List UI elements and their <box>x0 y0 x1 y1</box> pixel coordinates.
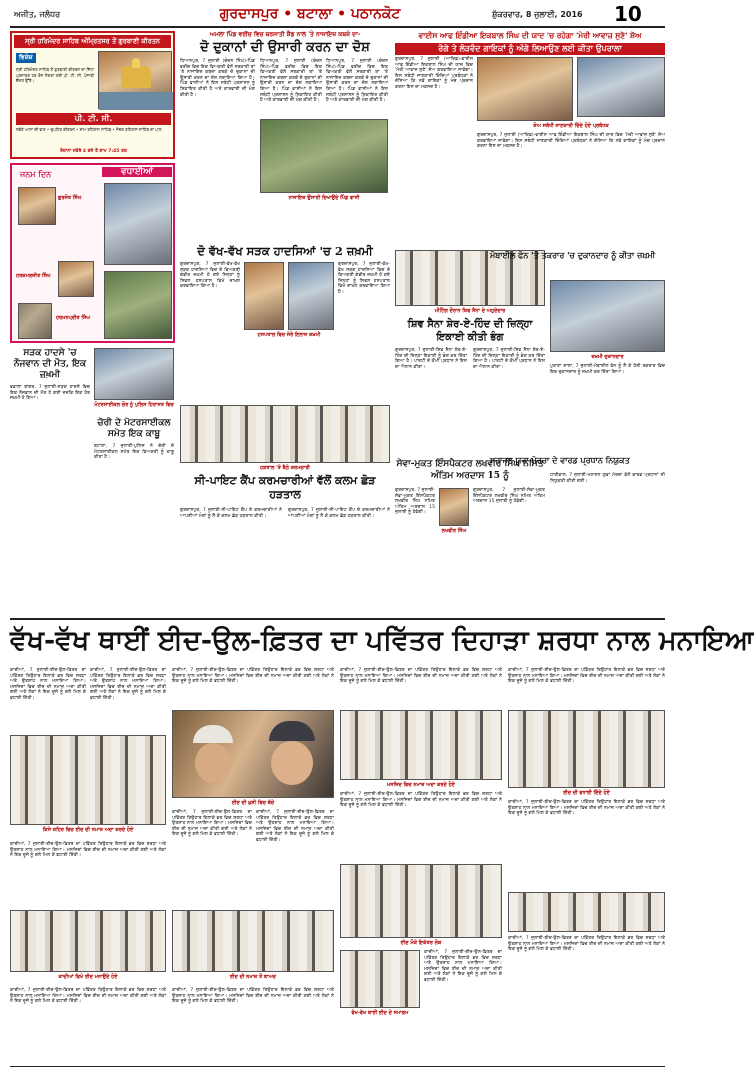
article-motorcycle <box>94 348 174 508</box>
caption: ਲਖਵੀਰ ਸਿੰਘ <box>441 528 467 534</box>
photo <box>94 348 174 400</box>
eid-photo-mosque <box>340 710 502 780</box>
eid-body-4: ਕਾਦੀਆਂ, 7 ਜੁਲਾਈ-ਈਦ-ਉਲ-ਫ਼ਿਤਰ ਦਾ ਪਵਿੱਤਰ ਤਿਉਹਾਰ ਇਲਾਕੇ ਭਰ ਵਿਚ ਸ਼ਰਧਾ ਅਤੇ ਉਤਸ਼ਾਹ ਨਾਲ ਮਨਾਇਆ ਗਿਆ। ਮਸਜਿਦਾਂ ਵਿਚ ਈਦ ਦੀ ਨਮਾਜ਼ ਅਦਾ ਕੀਤੀ ਗਈ ਅਤੇ ਲੋਕਾਂ ਨੇ ਇਕ ਦੂਜੇ ਨੂੰ ਗਲੇ ਮਿਲ ਕੇ ਵਧਾਈ ਦਿੱਤੀ। <box>10 988 166 1005</box>
eid-photo-group-1 <box>10 910 166 972</box>
child-name-1: ਗੁਰਜੋਤ ਸਿੰਘ <box>58 195 82 201</box>
article-inspector <box>395 458 545 608</box>
masthead <box>0 0 675 28</box>
section-title: ਗੁਰਦਾਸਪੁਰ • ਬਟਾਲਾ • ਪਠਾਨਕੋਟ <box>219 6 401 22</box>
eid-photo-group-4 <box>340 950 420 1008</box>
singers-photo <box>477 57 573 121</box>
child-photo-2 <box>58 261 94 297</box>
strike-caption: ਹੜਤਾਲ 'ਤੇ ਬੈਠੇ ਕਰਮਚਾਰੀ <box>260 465 310 471</box>
ad-title: ਸ੍ਰੀ ਹਰਿਮੰਦਰ ਸਾਹਿਬ ਅੰਮ੍ਰਿਤਸਰ ਤੋਂ ਗੁਰਬਾਣੀ ਕੀਰਤਨ <box>14 35 171 48</box>
eid-caption-7: ਵੱਖ-ਵੱਖ ਥਾਈਂ ਈਦ ਦੇ ਸਮਾਗਮ <box>351 1010 409 1016</box>
bottom-rule <box>10 1066 665 1067</box>
portrait-photo <box>439 488 469 526</box>
eid-caption-3: ਈਦ ਦੀ ਖ਼ੁਸ਼ੀ ਵਿਚ ਬੱਚੇ <box>231 800 275 806</box>
eid-caption-2: ਕਾਦੀਆਂ ਵਿਖੇ ਈਦ ਮਨਾਉਂਦੇ ਹੋਏ <box>58 974 118 980</box>
strike-photo <box>180 405 390 463</box>
eid-body-11: ਕਾਦੀਆਂ, 7 ਜੁਲਾਈ-ਈਦ-ਉਲ-ਫ਼ਿਤਰ ਦਾ ਪਵਿੱਤਰ ਤਿਉਹਾਰ ਇਲਾਕੇ ਭਰ ਵਿਚ ਸ਼ਰਧਾ ਅਤੇ ਉਤਸ਼ਾਹ ਨਾਲ ਮਨਾਇਆ ਗਿਆ। ਮਸਜਿਦਾਂ ਵਿਚ ਈਦ ਦੀ ਨਮਾਜ਼ ਅਦਾ ਕੀਤੀ ਗਈ ਅਤੇ ਲੋਕਾਂ ਨੇ ਇਕ ਦੂਜੇ ਨੂੰ ਗਲੇ ਮਿਲ ਕੇ ਵਧਾਈ ਦਿੱਤੀ। <box>424 950 502 983</box>
headline: ਸੜਕ ਹਾਦਸੇ 'ਚ ਨੌਜਵਾਨ ਦੀ ਮੌਤ, ਇਕ ਜ਼ਖ਼ਮੀ <box>13 348 87 380</box>
headline: ਰੋਗੇ ਤੇ ਲੋੜਵੰਦ ਗਾਇਕਾਂ ਨੂੰ ਅੱਗੇ ਲਿਆਉਣ ਲਈ ਕੀਤਾ ਉਪਰਾਲਾ <box>395 43 665 55</box>
headline: ਚੋਰੀ ਦੇ ਮੋਟਰਸਾਈਕਲ ਸਮੇਤ ਇਕ ਕਾਬੂ <box>97 418 171 439</box>
injured-photo <box>550 280 665 352</box>
eid-caption-4: ਈਦ ਦੀ ਨਮਾਜ਼ ਤੋਂ ਬਾਅਦ <box>229 974 277 980</box>
eid-top-rule <box>10 618 665 620</box>
couple-photo <box>104 183 172 265</box>
eid-photo-children <box>172 710 334 798</box>
article-shops <box>180 31 390 241</box>
birthday-label: ਜਨਮ ਦਿਨ <box>20 170 52 179</box>
article-voice-of-india <box>395 31 665 281</box>
ad-text: ਸ੍ਰੀ ਹਰਿਮੰਦਰ ਸਾਹਿਬ ਤੋਂ ਗੁਰਬਾਣੀ ਕੀਰਤਨ ਦਾ ਸਿੱਧਾ ਪ੍ਰਸਾਰਣ ਹਰ ਰੋਜ਼ ਸੰਗਤਾਂ ਲਈ ਪੀ. ਟੀ. ਸੀ. ਪੰਜਾਬੀ ਚੈਨਲ ਉੱਤੇ। <box>16 67 94 84</box>
family-photo <box>104 271 172 339</box>
golden-temple-photo <box>98 51 172 109</box>
eid-caption-5: ਮਸਜਿਦ ਵਿਚ ਨਮਾਜ਼ ਅਦਾ ਕਰਦੇ ਹੋਏ <box>387 782 455 788</box>
eid-body-2: ਕਾਦੀਆਂ, 7 ਜੁਲਾਈ-ਈਦ-ਉਲ-ਫ਼ਿਤਰ ਦਾ ਪਵਿੱਤਰ ਤਿਉਹਾਰ ਇਲਾਕੇ ਭਰ ਵਿਚ ਸ਼ਰਧਾ ਅਤੇ ਉਤਸ਼ਾਹ ਨਾਲ ਮਨਾਇਆ ਗਿਆ। ਮਸਜਿਦਾਂ ਵਿਚ ਈਦ ਦੀ ਨਮਾਜ਼ ਅਦਾ ਕੀਤੀ ਗਈ ਅਤੇ ਲੋਕਾਂ ਨੇ ਇਕ ਦੂਜੇ ਨੂੰ ਗਲੇ ਮਿਲ ਕੇ ਵਧਾਈ ਦਿੱਤੀ। <box>90 668 166 701</box>
caption: ਨਾਜਾਇਜ਼ ਉਸਾਰੀ ਦਿਖਾਉਂਦੇ ਪਿੰਡ ਵਾਸੀ <box>288 195 360 201</box>
caption: ਹਸਪਤਾਲ ਵਿਚ ਜੇਰੇ ਇਲਾਜ ਜ਼ਖ਼ਮੀ <box>257 332 321 338</box>
eid-body-3: ਕਾਦੀਆਂ, 7 ਜੁਲਾਈ-ਈਦ-ਉਲ-ਫ਼ਿਤਰ ਦਾ ਪਵਿੱਤਰ ਤਿਉਹਾਰ ਇਲਾਕੇ ਭਰ ਵਿਚ ਸ਼ਰਧਾ ਅਤੇ ਉਤਸ਼ਾਹ ਨਾਲ ਮਨਾਇਆ ਗਿਆ। ਮਸਜਿਦਾਂ ਵਿਚ ਈਦ ਦੀ ਨਮਾਜ਼ ਅਦਾ ਕੀਤੀ ਗਈ ਅਤੇ ਲੋਕਾਂ ਨੇ ਇਕ ਦੂਜੇ ਨੂੰ ਗਲੇ ਮਿਲ ਕੇ ਵਧਾਈ ਦਿੱਤੀ। <box>10 842 166 859</box>
eid-caption-6: ਈਦ ਮੌਕੇ ਇਕੱਤਰ ਲੋਕ <box>400 940 442 946</box>
child-name-2: ਹਰਕਮਲਜੀਤ ਸਿੰਘ <box>16 273 51 279</box>
ad-details: ਸਵੇਰੇ ਆਸਾ ਦੀ ਵਾਰ • ਦੁਪਹਿਰ ਕੀਰਤਨ • ਸ਼ਾਮ ਰਹਿਰਾਸ ਸਾਹਿਬ • ਸੋਦਰ ਰਹਿਰਾਸ ਸਾਹਿਬ ਦਾ ਪਾਠ <box>16 127 162 132</box>
eid-body-9: ਕਾਦੀਆਂ, 7 ਜੁਲਾਈ-ਈਦ-ਉਲ-ਫ਼ਿਤਰ ਦਾ ਪਵਿੱਤਰ ਤਿਉਹਾਰ ਇਲਾਕੇ ਭਰ ਵਿਚ ਸ਼ਰਧਾ ਅਤੇ ਉਤਸ਼ਾਹ ਨਾਲ ਮਨਾਇਆ ਗਿਆ। ਮਸਜਿਦਾਂ ਵਿਚ ਈਦ ਦੀ ਨਮਾਜ਼ ਅਦਾ ਕੀਤੀ ਗਈ ਅਤੇ ਲੋਕਾਂ ਨੇ ਇਕ ਦੂਜੇ ਨੂੰ ਗਲੇ ਮਿਲ ਕੇ ਵਧਾਈ ਦਿੱਤੀ। <box>340 668 502 685</box>
cpi-body: ਗੁਰਦਾਸਪੁਰ, 7 ਜੁਲਾਈ-ਸੀ-ਪਾਇਟ ਕੈਂਪ ਦੇ ਕਰਮਚਾਰੀਆਂ ਨੇ ਆਪਣੀਆਂ ਮੰਗਾਂ ਨੂੰ ਲੈ ਕੇ ਕਲਮ ਛੋੜ ਹੜਤਾਲ ਕੀਤੀ। <box>180 508 282 519</box>
headline: ਦੋ ਵੱਖ-ਵੱਖ ਸੜਕ ਹਾਦਸਿਆਂ 'ਚ 2 ਜ਼ਖ਼ਮੀ <box>197 244 373 258</box>
golden-temple-ad <box>10 31 175 159</box>
headline: ਮਹਾਜਨ ਯੁਵਾ ਮੋਰਚਾ ਦੇ ਵਾਰਡ ਪ੍ਰਧਾਨ ਨਿਯੁਕਤ <box>490 455 630 465</box>
birthday-title: ਵਧਾਈਆਂ <box>102 167 172 177</box>
birthday-ad <box>10 163 175 343</box>
body: ਗੁਰਦਾਸਪੁਰ, 7 ਜੁਲਾਈ (ਆਰਿਫ਼)-ਵਾਈਸ ਆਫ ਇੰਡੀਆ ਇਕਬਾਲ ਸਿੰਘ ਦੀ ਯਾਦ ਵਿਚ 'ਮੇਰੀ ਆਵਾਜ਼ ਸੁਣੋ' ਸ਼ੋਅ ਕਰਵਾਇਆ ਜਾਵੇਗਾ। ਇਸ ਸਬੰਧੀ ਜਾਣਕਾਰੀ ਦਿੰਦਿਆਂ ਪ੍ਰਬੰਧਕਾਂ ਨੇ ਦੱਸਿਆ ਕਿ ਨਵੇਂ ਗਾਇਕਾਂ ਨੂੰ ਮੰਚ ਪ੍ਰਦਾਨ ਕਰਨਾ ਇਸ ਦਾ ਮਕਸਦ ਹੈ। <box>395 57 473 90</box>
kicker: ਵਾਈਸ ਆਫ ਇੰਡੀਆ ਇਕਬਾਲ ਸਿੰਘ ਦੀ ਯਾਦ 'ਚ ਰਹੇਗਾ 'ਮੇਰੀ ਆਵਾਜ਼ ਸੁਣੋ' ਸ਼ੋਅ <box>418 31 642 40</box>
ad-subtitle: ਪੀ. ਟੀ. ਸੀ. <box>16 113 171 125</box>
masthead-rule <box>10 26 665 28</box>
eid-body-7: ਕਾਦੀਆਂ, 7 ਜੁਲਾਈ-ਈਦ-ਉਲ-ਫ਼ਿਤਰ ਦਾ ਪਵਿੱਤਰ ਤਿਉਹਾਰ ਇਲਾਕੇ ਭਰ ਵਿਚ ਸ਼ਰਧਾ ਅਤੇ ਉਤਸ਼ਾਹ ਨਾਲ ਮਨਾਇਆ ਗਿਆ। ਮਸਜਿਦਾਂ ਵਿਚ ਈਦ ਦੀ ਨਮਾਜ਼ ਅਦਾ ਕੀਤੀ ਗਈ ਅਤੇ ਲੋਕਾਂ ਨੇ ਇਕ ਦੂਜੇ ਨੂੰ ਗਲੇ ਮਿਲ ਕੇ ਵਧਾਈ ਦਿੱਤੀ। <box>256 810 334 843</box>
caption: ਸ਼ੋਅ ਸਬੰਧੀ ਜਾਣਕਾਰੀ ਦਿੰਦੇ ਹੋਏ ਪ੍ਰਬੰਧਕ <box>533 123 609 129</box>
eid-headline-band <box>10 618 754 664</box>
body: ਬਟਾਲਾ, 7 ਜੁਲਾਈ-ਪੁਲਿਸ ਨੇ ਚੋਰੀ ਦੇ ਮੋਟਰਸਾਈਕਲ ਸਮੇਤ ਇਕ ਵਿਅਕਤੀ ਨੂੰ ਕਾਬੂ ਕੀਤਾ ਹੈ। <box>94 444 174 461</box>
child-photo-3 <box>18 303 52 339</box>
eid-photo-prayer-1 <box>10 735 166 825</box>
body-cont: ਗੁਰਦਾਸਪੁਰ, 7 ਜੁਲਾਈ-ਸ਼ਿਵ ਸੈਨਾ ਸ਼ੇਰ-ਏ-ਹਿੰਦ ਦੀ ਜ਼ਿਲ੍ਹਾ ਇਕਾਈ ਨੂੰ ਭੰਗ ਕਰ ਦਿੱਤਾ ਗਿਆ ਹੈ। ਪਾਰਟੀ ਦੇ ਕੌਮੀ ਪ੍ਰਧਾਨ ਨੇ ਇਸ ਦਾ ਐਲਾਨ ਕੀਤਾ। <box>473 348 545 370</box>
headline: ਸੇਵਾ-ਮੁਕਤ ਇੰਸਪੈਕਟਰ ਲਖਵੀਰ ਸਿੰਘ ਨਮਿਤ ਅੰਤਿਮ ਅਰਦਾਸ 15 ਨੂੰ <box>396 459 544 481</box>
headline: ਦੋ ਦੁਕਾਨਾਂ ਦੀ ਉਸਾਰੀ ਕਰਨ ਦਾ ਦੋਸ਼ <box>200 40 370 55</box>
eid-body-12: ਕਾਦੀਆਂ, 7 ਜੁਲਾਈ-ਈਦ-ਉਲ-ਫ਼ਿਤਰ ਦਾ ਪਵਿੱਤਰ ਤਿਉਹਾਰ ਇਲਾਕੇ ਭਰ ਵਿਚ ਸ਼ਰਧਾ ਅਤੇ ਉਤਸ਼ਾਹ ਨਾਲ ਮਨਾਇਆ ਗਿਆ। ਮਸਜਿਦਾਂ ਵਿਚ ਈਦ ਦੀ ਨਮਾਜ਼ ਅਦਾ ਕੀਤੀ ਗਈ ਅਤੇ ਲੋਕਾਂ ਨੇ ਇਕ ਦੂਜੇ ਨੂੰ ਗਲੇ ਮਿਲ ਕੇ ਵਧਾਈ ਦਿੱਤੀ। <box>508 668 665 685</box>
eid-body-5: ਕਾਦੀਆਂ, 7 ਜੁਲਾਈ-ਈਦ-ਉਲ-ਫ਼ਿਤਰ ਦਾ ਪਵਿੱਤਰ ਤਿਉਹਾਰ ਇਲਾਕੇ ਭਰ ਵਿਚ ਸ਼ਰਧਾ ਅਤੇ ਉਤਸ਼ਾਹ ਨਾਲ ਮਨਾਇਆ ਗਿਆ। ਮਸਜਿਦਾਂ ਵਿਚ ਈਦ ਦੀ ਨਮਾਜ਼ ਅਦਾ ਕੀਤੀ ਗਈ ਅਤੇ ਲੋਕਾਂ ਨੇ ਇਕ ਦੂਜੇ ਨੂੰ ਗਲੇ ਮਿਲ ਕੇ ਵਧਾਈ ਦਿੱਤੀ। <box>172 668 334 685</box>
eid-photo-group-2 <box>172 910 334 972</box>
shops-photo <box>260 119 388 193</box>
cpi-headline: ਸੀ-ਪਾਇਟ ਕੈਂਪ ਕਰਮਚਾਰੀਆਂ ਵੱਲੋਂ ਕਲਮ ਛੋੜ ਹੜਤਾਲ <box>194 474 376 501</box>
edition-label: ਅਜੀਤ, ਜਲੰਧਰ <box>14 10 61 19</box>
body-tail: ਧਿਆਨਪੁਰ, 7 ਜੁਲਾਈ (ਚੰਦਨ ਸਿੰਘ)-ਪਿੰਡ ਵਰੀਂਚ ਵਿਚ ਇਕ ਵਿਅਕਤੀ ਵੱਲੋਂ ਸਰਕਾਰੀ ਥਾਂ 'ਤੇ ਨਾਜਾਇਜ਼ ਕਬਜ਼ਾ ਕਰਕੇ ਦੋ ਦੁਕਾਨਾਂ ਦੀ ਉਸਾਰੀ ਕਰਨ ਦਾ ਦੋਸ਼ ਲਗਾਇਆ ਗਿਆ ਹੈ। ਪਿੰਡ ਵਾਸੀਆਂ ਨੇ ਇਸ ਸਬੰਧੀ ਪ੍ਰਸ਼ਾਸਨ ਨੂੰ ਸ਼ਿਕਾਇਤ ਕੀਤੀ ਹੈ ਅਤੇ ਕਾਰਵਾਈ ਦੀ ਮੰਗ ਕੀਤੀ ਹੈ। <box>326 59 388 104</box>
body: ਗੁਰਦਾਸਪੁਰ, 7 ਜੁਲਾਈ-ਵੱਖ-ਵੱਖ ਸੜਕ ਹਾਦਸਿਆਂ ਵਿਚ ਦੋ ਵਿਅਕਤੀ ਗੰਭੀਰ ਜ਼ਖ਼ਮੀ ਹੋ ਗਏ ਜਿਨ੍ਹਾਂ ਨੂੰ ਸਿਵਲ ਹਸਪਤਾਲ ਵਿਖੇ ਦਾਖ਼ਲ ਕਰਵਾਇਆ ਗਿਆ ਹੈ। <box>180 262 240 290</box>
eid-caption-8: ਈਦ ਦੀ ਵਧਾਈ ਦਿੰਦੇ ਹੋਏ <box>563 790 610 796</box>
article-road-death <box>10 348 90 538</box>
body: ਗੁਰਦਾਸਪੁਰ, 7 ਜੁਲਾਈ-ਸ਼ਿਵ ਸੈਨਾ ਸ਼ੇਰ-ਏ-ਹਿੰਦ ਦੀ ਜ਼ਿਲ੍ਹਾ ਇਕਾਈ ਨੂੰ ਭੰਗ ਕਰ ਦਿੱਤਾ ਗਿਆ ਹੈ। ਪਾਰਟੀ ਦੇ ਕੌਮੀ ਪ੍ਰਧਾਨ ਨੇ ਇਸ ਦਾ ਐਲਾਨ ਕੀਤਾ। <box>395 348 467 370</box>
body-cont: ਗੁਰਦਾਸਪੁਰ, 7 ਜੁਲਾਈ (ਆਰਿਫ਼)-ਵਾਈਸ ਆਫ ਇੰਡੀਆ ਇਕਬਾਲ ਸਿੰਘ ਦੀ ਯਾਦ ਵਿਚ 'ਮੇਰੀ ਆਵਾਜ਼ ਸੁਣੋ' ਸ਼ੋਅ ਕਰਵਾਇਆ ਜਾਵੇਗਾ। ਇਸ ਸਬੰਧੀ ਜਾਣਕਾਰੀ ਦਿੰਦਿਆਂ ਪ੍ਰਬੰਧਕਾਂ ਨੇ ਦੱਸਿਆ ਕਿ ਨਵੇਂ ਗਾਇਕਾਂ ਨੂੰ ਮੰਚ ਪ੍ਰਦਾਨ ਕਰਨਾ ਇਸ ਦਾ ਮਕਸਦ ਹੈ। <box>477 133 665 150</box>
group-photo <box>577 57 665 117</box>
eid-body-8: ਕਾਦੀਆਂ, 7 ਜੁਲਾਈ-ਈਦ-ਉਲ-ਫ਼ਿਤਰ ਦਾ ਪਵਿੱਤਰ ਤਿਉਹਾਰ ਇਲਾਕੇ ਭਰ ਵਿਚ ਸ਼ਰਧਾ ਅਤੇ ਉਤਸ਼ਾਹ ਨਾਲ ਮਨਾਇਆ ਗਿਆ। ਮਸਜਿਦਾਂ ਵਿਚ ਈਦ ਦੀ ਨਮਾਜ਼ ਅਦਾ ਕੀਤੀ ਗਈ ਅਤੇ ਲੋਕਾਂ ਨੇ ਇਕ ਦੂਜੇ ਨੂੰ ਗਲੇ ਮਿਲ ਕੇ ਵਧਾਈ ਦਿੱਤੀ। <box>172 988 334 1005</box>
eid-headline: ਵੱਖ-ਵੱਖ ਥਾਈਂ ਈਦ-ਉਲ-ਫ਼ਿਤਰ ਦਾ ਪਵਿੱਤਰ ਦਿਹਾੜਾ ਸ਼ਰਧਾ ਨਾਲ ਮਨਾਇਆ <box>10 625 754 656</box>
page-number: 10 <box>614 2 642 26</box>
body-cont: ਗੁਰਦਾਸਪੁਰ, 7 ਜੁਲਾਈ-ਵੱਖ-ਵੱਖ ਸੜਕ ਹਾਦਸਿਆਂ ਵਿਚ ਦੋ ਵਿਅਕਤੀ ਗੰਭੀਰ ਜ਼ਖ਼ਮੀ ਹੋ ਗਏ ਜਿਨ੍ਹਾਂ ਨੂੰ ਸਿਵਲ ਹਸਪਤਾਲ ਵਿਖੇ ਦਾਖ਼ਲ ਕਰਵਾਇਆ ਗਿਆ ਹੈ। <box>338 262 390 295</box>
body: ਧਿਆਨਪੁਰ, 7 ਜੁਲਾਈ (ਚੰਦਨ ਸਿੰਘ)-ਪਿੰਡ ਵਰੀਂਚ ਵਿਚ ਇਕ ਵਿਅਕਤੀ ਵੱਲੋਂ ਸਰਕਾਰੀ ਥਾਂ 'ਤੇ ਨਾਜਾਇਜ਼ ਕਬਜ਼ਾ ਕਰਕੇ ਦੋ ਦੁਕਾਨਾਂ ਦੀ ਉਸਾਰੀ ਕਰਨ ਦਾ ਦੋਸ਼ ਲਗਾਇਆ ਗਿਆ ਹੈ। ਪਿੰਡ ਵਾਸੀਆਂ ਨੇ ਇਸ ਸਬੰਧੀ ਪ੍ਰਸ਼ਾਸਨ ਨੂੰ ਸ਼ਿਕਾਇਤ ਕੀਤੀ ਹੈ ਅਤੇ ਕਾਰਵਾਈ ਦੀ ਮੰਗ ਕੀਤੀ ਹੈ। <box>180 59 255 98</box>
injured-photo-2 <box>288 262 334 330</box>
caption: ਮੀਟਿੰਗ ਦੌਰਾਨ ਸ਼ਿਵ ਸੈਨਾ ਦੇ ਅਹੁਦੇਦਾਰ <box>434 308 506 314</box>
eid-body-10: ਕਾਦੀਆਂ, 7 ਜੁਲਾਈ-ਈਦ-ਉਲ-ਫ਼ਿਤਰ ਦਾ ਪਵਿੱਤਰ ਤਿਉਹਾਰ ਇਲਾਕੇ ਭਰ ਵਿਚ ਸ਼ਰਧਾ ਅਤੇ ਉਤਸ਼ਾਹ ਨਾਲ ਮਨਾਇਆ ਗਿਆ। ਮਸਜਿਦਾਂ ਵਿਚ ਈਦ ਦੀ ਨਮਾਜ਼ ਅਦਾ ਕੀਤੀ ਗਈ ਅਤੇ ਲੋਕਾਂ ਨੇ ਇਕ ਦੂਜੇ ਨੂੰ ਗਲੇ ਮਿਲ ਕੇ ਵਧਾਈ ਦਿੱਤੀ। <box>340 792 502 809</box>
eid-body-14: ਕਾਦੀਆਂ, 7 ਜੁਲਾਈ-ਈਦ-ਉਲ-ਫ਼ਿਤਰ ਦਾ ਪਵਿੱਤਰ ਤਿਉਹਾਰ ਇਲਾਕੇ ਭਰ ਵਿਚ ਸ਼ਰਧਾ ਅਤੇ ਉਤਸ਼ਾਹ ਨਾਲ ਮਨਾਇਆ ਗਿਆ। ਮਸਜਿਦਾਂ ਵਿਚ ਈਦ ਦੀ ਨਮਾਜ਼ ਅਦਾ ਕੀਤੀ ਗਈ ਅਤੇ ਲੋਕਾਂ ਨੇ ਇਕ ਦੂਜੇ ਨੂੰ ਗਲੇ ਮਿਲ ਕੇ ਵਧਾਈ ਦਿੱਤੀ। <box>508 936 665 953</box>
body: ਪੁਰਾਣਾ ਸ਼ਾਲਾ, 7 ਜੁਲਾਈ-ਮੋਬਾਈਲ ਫੋਨ ਨੂੰ ਲੈ ਕੇ ਹੋਈ ਤਕਰਾਰ ਵਿਚ ਇਕ ਦੁਕਾਨਦਾਰ ਨੂੰ ਜ਼ਖ਼ਮੀ ਕਰ ਦਿੱਤਾ ਗਿਆ। <box>550 364 665 375</box>
body: ਵਡਾਲਾ ਬਾਂਗਰ, 7 ਜੁਲਾਈ-ਸੜਕ ਹਾਦਸੇ ਵਿਚ ਇਕ ਨੌਜਵਾਨ ਦੀ ਮੌਤ ਹੋ ਗਈ ਜਦਕਿ ਇਕ ਹੋਰ ਜ਼ਖ਼ਮੀ ਹੋ ਗਿਆ। <box>10 385 90 402</box>
child-name-3: ਹਰਮਨਪ੍ਰੀਤ ਸਿੰਘ <box>56 315 91 321</box>
eid-photo-prayer-2 <box>508 710 665 788</box>
body-cont: ਗੁਰਦਾਸਪੁਰ, 7 ਜੁਲਾਈ-ਸੇਵਾ-ਮੁਕਤ ਇੰਸਪੈਕਟਰ ਲਖਵੀਰ ਸਿੰਘ ਨਮਿਤ ਅੰਤਿਮ ਅਰਦਾਸ 15 ਜੁਲਾਈ ਨੂੰ ਹੋਵੇਗੀ। <box>473 488 545 505</box>
article-shiv-sena <box>395 250 545 450</box>
body: ਗੁਰਦਾਸਪੁਰ, 7 ਜੁਲਾਈ-ਸੇਵਾ-ਮੁਕਤ ਇੰਸਪੈਕਟਰ ਲਖਵੀਰ ਸਿੰਘ ਨਮਿਤ ਅੰਤਿਮ ਅਰਦਾਸ 15 ਜੁਲਾਈ ਨੂੰ ਹੋਵੇਗੀ। <box>395 488 435 516</box>
body: ਧਾਰੀਵਾਲ, 7 ਜੁਲਾਈ-ਮਹਾਜਨ ਯੁਵਾ ਮੋਰਚਾ ਵੱਲੋਂ ਵਾਰਡ ਪ੍ਰਧਾਨਾਂ ਦੀ ਨਿਯੁਕਤੀ ਕੀਤੀ ਗਈ। <box>550 473 665 484</box>
body-cont: ਧਿਆਨਪੁਰ, 7 ਜੁਲਾਈ (ਚੰਦਨ ਸਿੰਘ)-ਪਿੰਡ ਵਰੀਂਚ ਵਿਚ ਇਕ ਵਿਅਕਤੀ ਵੱਲੋਂ ਸਰਕਾਰੀ ਥਾਂ 'ਤੇ ਨਾਜਾਇਜ਼ ਕਬਜ਼ਾ ਕਰਕੇ ਦੋ ਦੁਕਾਨਾਂ ਦੀ ਉਸਾਰੀ ਕਰਨ ਦਾ ਦੋਸ਼ ਲਗਾਇਆ ਗਿਆ ਹੈ। ਪਿੰਡ ਵਾਸੀਆਂ ਨੇ ਇਸ ਸਬੰਧੀ ਪ੍ਰਸ਼ਾਸਨ ਨੂੰ ਸ਼ਿਕਾਇਤ ਕੀਤੀ ਹੈ ਅਤੇ ਕਾਰਵਾਈ ਦੀ ਮੰਗ ਕੀਤੀ ਹੈ। <box>260 59 322 104</box>
eid-photo-group-3 <box>340 864 502 938</box>
injured-photo-1 <box>244 262 284 330</box>
caption: ਮੋਟਰਸਾਈਕਲ ਚੋਰ ਨੂੰ ਪੁਲਿਸ ਹਿਰਾਸਤ ਵਿਚ <box>94 402 174 408</box>
eid-body-6: ਕਾਦੀਆਂ, 7 ਜੁਲਾਈ-ਈਦ-ਉਲ-ਫ਼ਿਤਰ ਦਾ ਪਵਿੱਤਰ ਤਿਉਹਾਰ ਇਲਾਕੇ ਭਰ ਵਿਚ ਸ਼ਰਧਾ ਅਤੇ ਉਤਸ਼ਾਹ ਨਾਲ ਮਨਾਇਆ ਗਿਆ। ਮਸਜਿਦਾਂ ਵਿਚ ਈਦ ਦੀ ਨਮਾਜ਼ ਅਦਾ ਕੀਤੀ ਗਈ ਅਤੇ ਲੋਕਾਂ ਨੇ ਇਕ ਦੂਜੇ ਨੂੰ ਗਲੇ ਮਿਲ ਕੇ ਵਧਾਈ ਦਿੱਤੀ। <box>172 810 252 838</box>
eid-caption-1: ਕਿਸੇ ਸ਼ਹਿਰ ਵਿਚ ਈਦ ਦੀ ਨਮਾਜ਼ ਅਦਾ ਕਰਦੇ ਹੋਏ <box>42 827 134 833</box>
headline: ਸ਼ਿਵ ਸੈਨਾ ਸ਼ੇਰ-ਏ-ਹਿੰਦ ਦੀ ਜ਼ਿਲ੍ਹਾ ਇਕਾਈ ਕੀਤੀ ਭੰਗ <box>407 319 533 343</box>
headline: ਮੋਬਾਈਲ ਫੋਨ 'ਤੇ ਤਕਰਾਰ 'ਚ ਦੁਕਾਨਦਾਰ ਨੂੰ ਕੀਤਾ ਜ਼ਖ਼ਮੀ <box>490 250 656 260</box>
eid-photo-group-5 <box>508 892 665 932</box>
ad-footnote: ਰੋਜ਼ਾਨਾ ਸਵੇਰੇ 4 ਵਜੇ ਤੋਂ ਸ਼ਾਮ 7:45 ਤਕ <box>60 149 127 154</box>
cpi-body-cont: ਗੁਰਦਾਸਪੁਰ, 7 ਜੁਲਾਈ-ਸੀ-ਪਾਇਟ ਕੈਂਪ ਦੇ ਕਰਮਚਾਰੀਆਂ ਨੇ ਆਪਣੀਆਂ ਮੰਗਾਂ ਨੂੰ ਲੈ ਕੇ ਕਲਮ ਛੋੜ ਹੜਤਾਲ ਕੀਤੀ। <box>288 508 390 519</box>
issue-date: ਸ਼ੁੱਕਰਵਾਰ, 8 ਜੁਲਾਈ, 2016 <box>492 10 583 19</box>
kicker: ਅਮਲਾ ਪਿੰਡ ਵਰੀਂਚ ਵਿਚ ਬਰਸਾਤੀ ਸ਼ੈਡ ਨਾਲ 'ਤੇ ਨਾਜਾਇਜ਼ ਕਬਜ਼ੇ ਦਾ- <box>209 31 361 38</box>
eid-body-1: ਕਾਦੀਆਂ, 7 ਜੁਲਾਈ-ਈਦ-ਉਲ-ਫ਼ਿਤਰ ਦਾ ਪਵਿੱਤਰ ਤਿਉਹਾਰ ਇਲਾਕੇ ਭਰ ਵਿਚ ਸ਼ਰਧਾ ਅਤੇ ਉਤਸ਼ਾਹ ਨਾਲ ਮਨਾਇਆ ਗਿਆ। ਮਸਜਿਦਾਂ ਵਿਚ ਈਦ ਦੀ ਨਮਾਜ਼ ਅਦਾ ਕੀਤੀ ਗਈ ਅਤੇ ਲੋਕਾਂ ਨੇ ਇਕ ਦੂਜੇ ਨੂੰ ਗਲੇ ਮਿਲ ਕੇ ਵਧਾਈ ਦਿੱਤੀ। <box>10 668 86 701</box>
child-photo-1 <box>18 187 56 225</box>
eid-body-13: ਕਾਦੀਆਂ, 7 ਜੁਲਾਈ-ਈਦ-ਉਲ-ਫ਼ਿਤਰ ਦਾ ਪਵਿੱਤਰ ਤਿਉਹਾਰ ਇਲਾਕੇ ਭਰ ਵਿਚ ਸ਼ਰਧਾ ਅਤੇ ਉਤਸ਼ਾਹ ਨਾਲ ਮਨਾਇਆ ਗਿਆ। ਮਸਜਿਦਾਂ ਵਿਚ ਈਦ ਦੀ ਨਮਾਜ਼ ਅਦਾ ਕੀਤੀ ਗਈ ਅਤੇ ਲੋਕਾਂ ਨੇ ਇਕ ਦੂਜੇ ਨੂੰ ਗਲੇ ਮਿਲ ਕੇ ਵਧਾਈ ਦਿੱਤੀ। <box>508 800 665 817</box>
caption: ਜ਼ਖ਼ਮੀ ਦੁਕਾਨਦਾਰ <box>591 354 624 360</box>
ad-badge: ਵਿਸ਼ੇਸ਼ <box>16 53 36 63</box>
